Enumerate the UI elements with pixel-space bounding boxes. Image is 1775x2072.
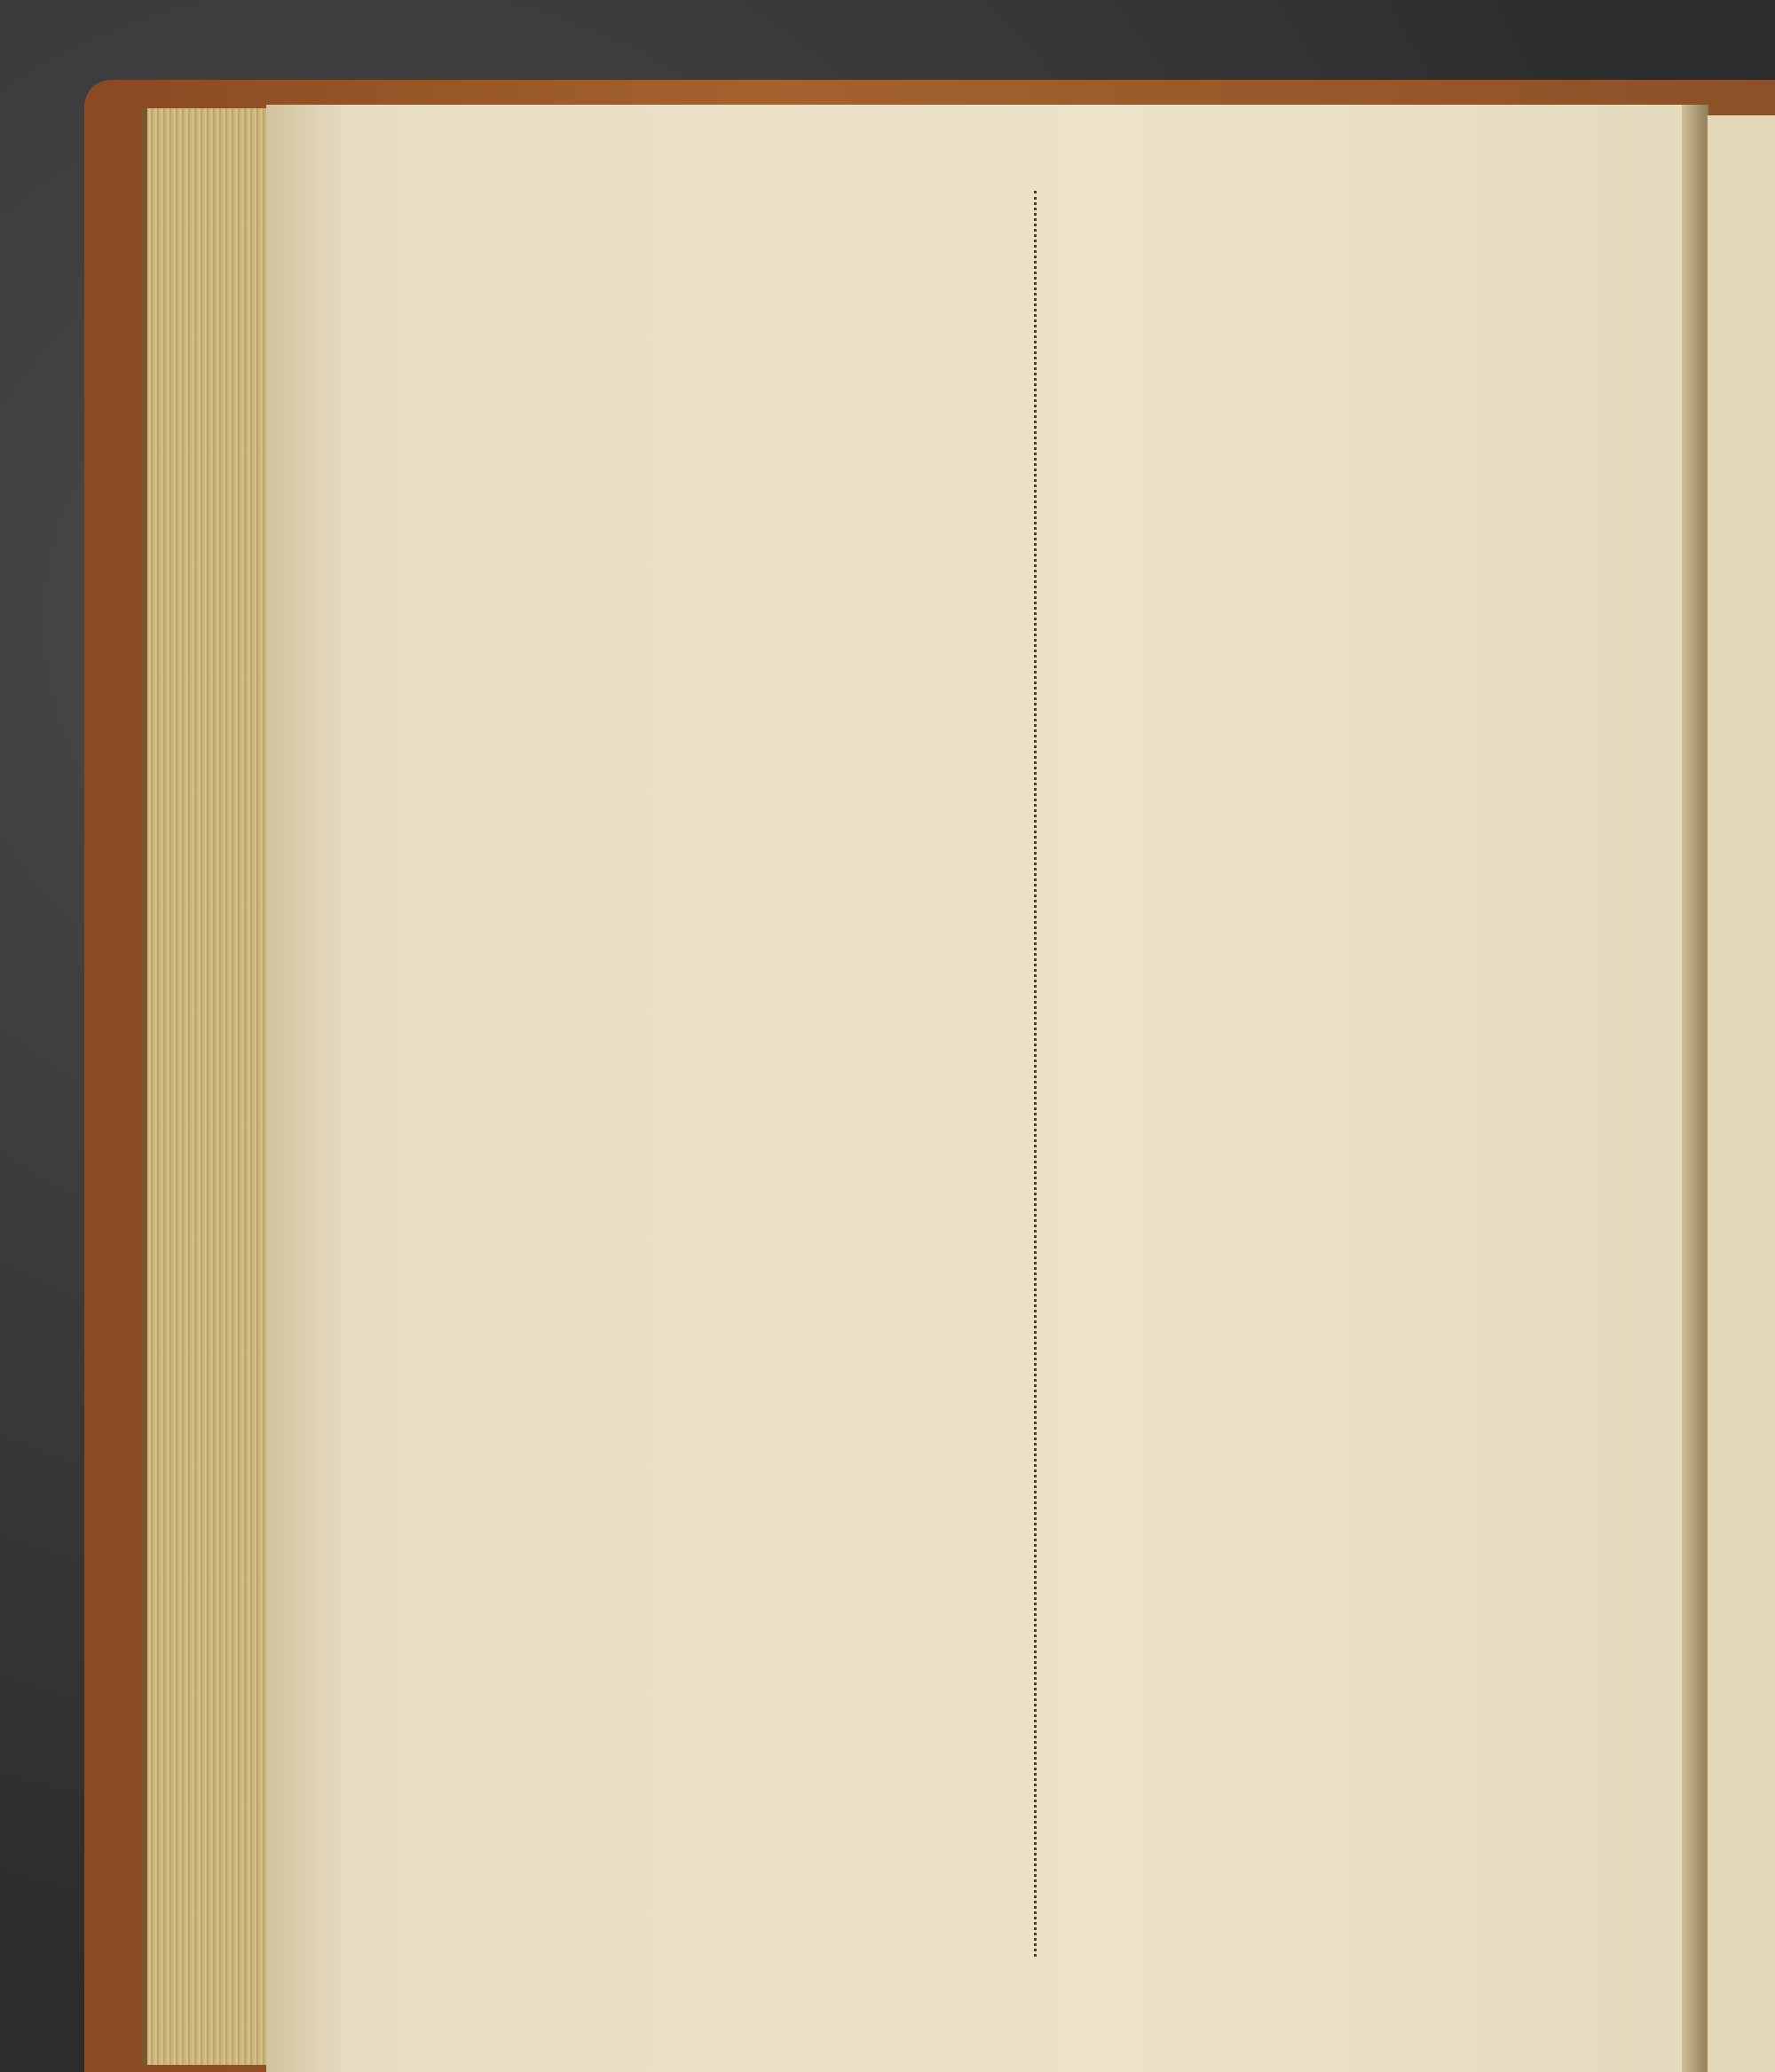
column-divider — [1034, 191, 1038, 1957]
next-page-fragment — [1704, 115, 1775, 2072]
book-page — [266, 105, 1686, 2072]
